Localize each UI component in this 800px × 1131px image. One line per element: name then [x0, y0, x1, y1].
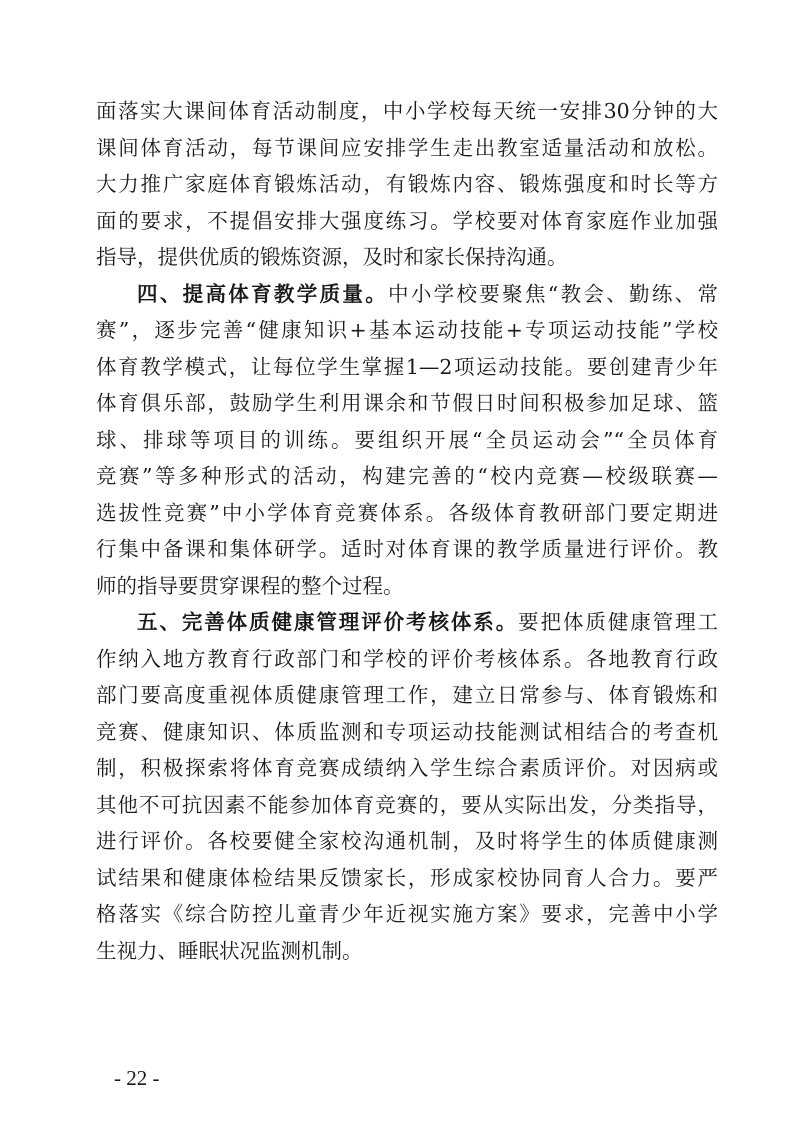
section-5-paragraph	[96, 604, 718, 969]
paragraph-line: 面的要求，不提倡安排大强度练习。学校要对体育家庭作业加强	[96, 208, 718, 233]
paragraph-line: 生视力、睡眠状况监测机制。	[96, 938, 363, 963]
section-5-heading: 五、完善体质健康管理评价考核体系。	[137, 610, 519, 634]
paragraph-line: 部门要高度重视体质健康管理工作，建立日常参与、体育锻炼和	[96, 683, 718, 707]
paragraph-line: 指导，提供优质的锻炼资源，及时和家长保持沟通。	[96, 245, 568, 269]
paragraph-line: 球、排球等项目的训练。要组织开展“全员运动会”“全员体育	[96, 427, 718, 452]
paragraph-line: 课间体育活动，每节课间应安排学生走出教室适量活动和放松。	[96, 135, 718, 160]
paragraph-line: 选拔性竞赛”中小学体育竞赛体系。各级体育教研部门要定期进	[96, 500, 718, 525]
paragraph-line: 作纳入地方教育行政部门和学校的评价考核体系。各地教育行政	[96, 646, 718, 671]
section-4-first-line	[96, 276, 718, 313]
paragraph-line: 制，积极探索将体育竞赛成绩纳入学生综合素质评价。对因病或	[96, 756, 718, 780]
paragraph-line: 体育教学模式，让每位学生掌握1—2项运动技能。要创建青少年	[96, 354, 718, 379]
paragraph-line: 行集中备课和集体研学。适时对体育课的教学质量进行评价。教	[96, 537, 718, 561]
document-body	[96, 93, 718, 969]
paragraph-line: 师的指导要贯穿课程的整个过程。	[96, 573, 404, 598]
section-5-first-line	[96, 604, 718, 641]
page-number: - 22 -	[114, 1066, 160, 1090]
section-4-heading: 四、提高体育教学质量。	[137, 281, 389, 306]
section-5-first-line-text: 要把体质健康管理工	[518, 610, 719, 634]
paragraph-line: 竞赛”等多种形式的活动，构建完善的“校内竞赛—校级联赛—	[96, 464, 718, 488]
section-4-paragraph	[96, 276, 718, 605]
paragraph-line: 大力推广家庭体育锻炼活动，有锻炼内容、锻炼强度和时长等方	[96, 172, 718, 196]
section-4-first-line-text: 中小学校要聚焦“教会、勤练、常	[388, 281, 718, 306]
paragraph-line: 赛”，逐步完善“健康知识+基本运动技能+专项运动技能”学校	[96, 318, 718, 342]
paragraph-line: 格落实《综合防控儿童青少年近视实施方案》要求，完善中小学	[96, 902, 718, 926]
continuation-paragraph	[96, 93, 718, 276]
paragraph-line: 其他不可抗因素不能参加体育竞赛的，要从实际出发，分类指导，	[96, 792, 718, 817]
paragraph-line: 体育俱乐部，鼓励学生利用课余和节假日时间积极参加足球、篮	[96, 391, 718, 415]
paragraph-line: 试结果和健康体检结果反馈家长，形成家校协同育人合力。要严	[96, 865, 718, 890]
paragraph-line: 进行评价。各校要健全家校沟通机制，及时将学生的体质健康测	[96, 829, 718, 853]
paragraph-line: 面落实大课间体育活动制度，中小学校每天统一安排30分钟的大	[96, 99, 718, 123]
paragraph-line: 竞赛、健康知识、体质监测和专项运动技能测试相结合的考查机	[96, 719, 718, 744]
